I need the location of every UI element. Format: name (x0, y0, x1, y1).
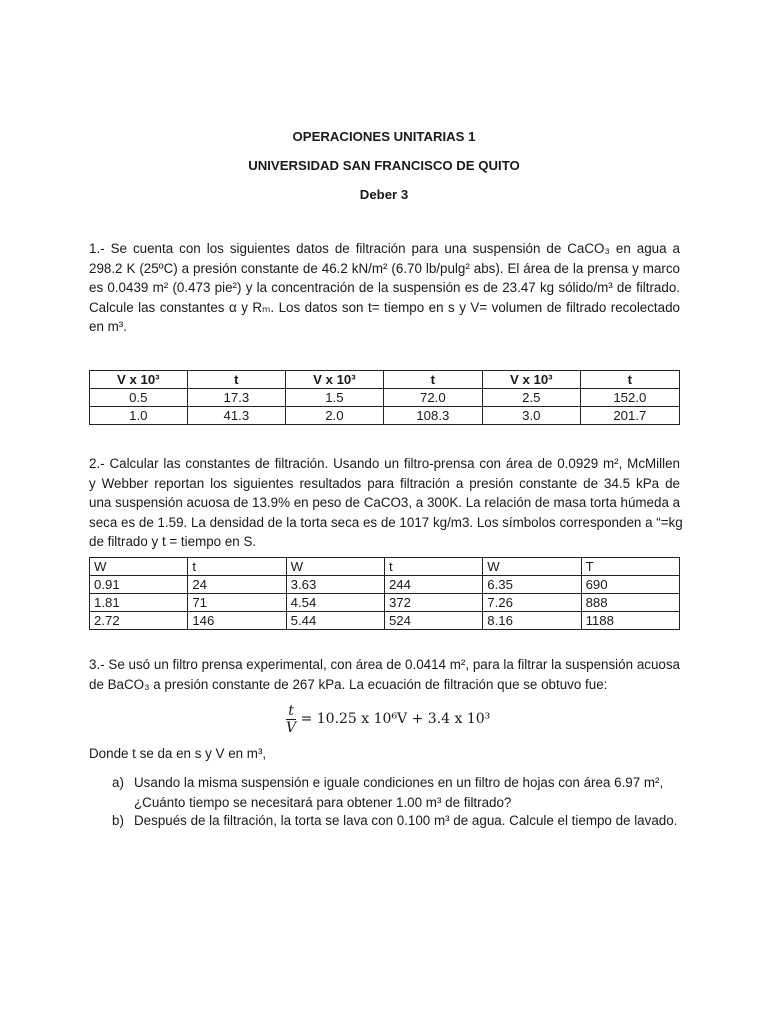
equation-numerator: t (286, 703, 296, 720)
table-header-cell: W (90, 558, 188, 576)
table-cell: 201.7 (580, 407, 679, 425)
table-cell: 0.5 (90, 389, 188, 407)
table-header-cell: W (483, 558, 581, 576)
table-cell: 6.35 (483, 576, 581, 594)
table-row (90, 389, 680, 407)
table-cell: 888 (581, 594, 679, 612)
problem2-line: seca es de 1.59. La densidad de la torta seca es de 1017 kg/m3. Los símbolos corresponden a “=kg (89, 514, 683, 530)
problem1-line: 1.- Se cuenta con los siguientes datos de filtración para una suspensión de CaCO₃ en agua a (89, 241, 680, 256)
table-cell: 524 (384, 612, 482, 630)
table-cell: 108.3 (383, 407, 482, 425)
table-cell: 152.0 (580, 389, 679, 407)
equation-rhs: = 10.25 x 10⁶V + 3.4 x 10³ (300, 710, 491, 727)
assignment-title: Deber 3 (359, 187, 409, 202)
table-cell: 8.16 (483, 612, 581, 630)
table-header-cell: t (384, 558, 482, 576)
table-cell: 3.0 (483, 407, 581, 425)
table-cell: 4.54 (286, 594, 384, 612)
table-cell: 372 (384, 594, 482, 612)
course-title: OPERACIONES UNITARIAS 1 (292, 129, 476, 144)
problem1-line: 298.2 K (25ºC) a presión constante de 46.2 kN/m² (6.70 lb/pulg² abs). El área de la prensa y marco (89, 260, 680, 276)
table-header-row (90, 558, 680, 576)
problem3-text (89, 655, 680, 694)
problem2-line: una suspensión acuosa de 13.9% en peso de CaCO3, a 300K. La relación de masa torta húmeda a (89, 495, 681, 510)
table-header-row (90, 371, 680, 389)
list-item-label: b) (112, 813, 124, 828)
equation-fraction (286, 703, 296, 736)
table-header-cell: t (187, 371, 285, 389)
table-row (90, 612, 680, 630)
table-row (90, 594, 680, 612)
table-header-cell: t (383, 371, 482, 389)
table-cell: 24 (188, 576, 286, 594)
problem2-line: y Webber reportan los siguientes resultados para filtración a presión constante de 34.5 kPa de (89, 475, 680, 491)
filtration-equation (286, 703, 490, 736)
problem1-line: es 0.0439 m² (0.473 pie²) y la concentración de la suspensión es de 23.47 kg sólido/m³ de filtrado. (89, 280, 680, 295)
problem1-line: Calcule las constantes α y Rₘ. Los datos son t= tiempo en s y V= volumen de filtrado recolectado (89, 299, 680, 315)
table-row (90, 576, 680, 594)
table-header-cell: t (580, 371, 679, 389)
problem3-line: de BaCO₃ a presión constante de 267 kPa. La ecuación de filtración que se obtuvo fue: (89, 676, 608, 692)
table-cell: 71 (188, 594, 286, 612)
problem2-text (89, 454, 683, 552)
list-item-line: ¿Cuánto tiempo se necesitará para obtener 1.00 m³ de filtrado? (134, 794, 512, 810)
table-header-cell: V x 10³ (286, 371, 384, 389)
table-cell: 41.3 (187, 407, 285, 425)
problem1-line: en m³. (89, 319, 127, 334)
table-cell: 3.63 (286, 576, 384, 594)
table-cell: 2.5 (483, 389, 581, 407)
list-item-line: Usando la misma suspensión e iguale condiciones en un filtro de hojas con área 6.97 m², (134, 775, 664, 790)
table-header-cell: V x 10³ (90, 371, 188, 389)
list-item-text (134, 811, 680, 831)
table-row (90, 407, 680, 425)
problem1-table (89, 370, 680, 425)
table-cell: 690 (581, 576, 679, 594)
table-cell: 146 (188, 612, 286, 630)
list-item-label: a) (112, 775, 124, 790)
table-cell: 0.91 (90, 576, 188, 594)
table-header-cell: W (286, 558, 384, 576)
table-header-cell: t (188, 558, 286, 576)
table-cell: 244 (384, 576, 482, 594)
table-cell: 1.5 (286, 389, 384, 407)
table-cell: 1.81 (90, 594, 188, 612)
table-header-cell: T (581, 558, 679, 576)
problem2-table (89, 557, 680, 630)
table-cell: 17.3 (187, 389, 285, 407)
problem2-line: de filtrado y t = tiempo en S. (89, 534, 257, 549)
table-cell: 1.0 (90, 407, 188, 425)
table-cell: 2.72 (90, 612, 188, 630)
table-cell: 5.44 (286, 612, 384, 630)
table-header-cell: V x 10³ (483, 371, 581, 389)
table-cell: 72.0 (383, 389, 482, 407)
problem3-note: Donde t se da en s y V en m³, (89, 746, 267, 761)
list-item-line: Después de la filtración, la torta se lava con 0.100 m³ de agua. Calcule el tiempo de lavado. (134, 813, 678, 828)
list-item-text (134, 773, 680, 812)
problem2-line: 2.- Calcular las constantes de filtración. Usando un filtro-prensa con área de 0.0929 m², McMillen (89, 456, 680, 471)
table-cell: 7.26 (483, 594, 581, 612)
table-cell: 1188 (581, 612, 679, 630)
table-cell: 2.0 (286, 407, 384, 425)
problem1-text (89, 239, 680, 337)
equation-denominator: V (286, 720, 297, 736)
university-title: UNIVERSIDAD SAN FRANCISCO DE QUITO (248, 158, 520, 173)
problem3-line: 3.- Se usó un filtro prensa experimental, con área de 0.0414 m², para la filtrar la suspensión acuosa (89, 657, 680, 672)
